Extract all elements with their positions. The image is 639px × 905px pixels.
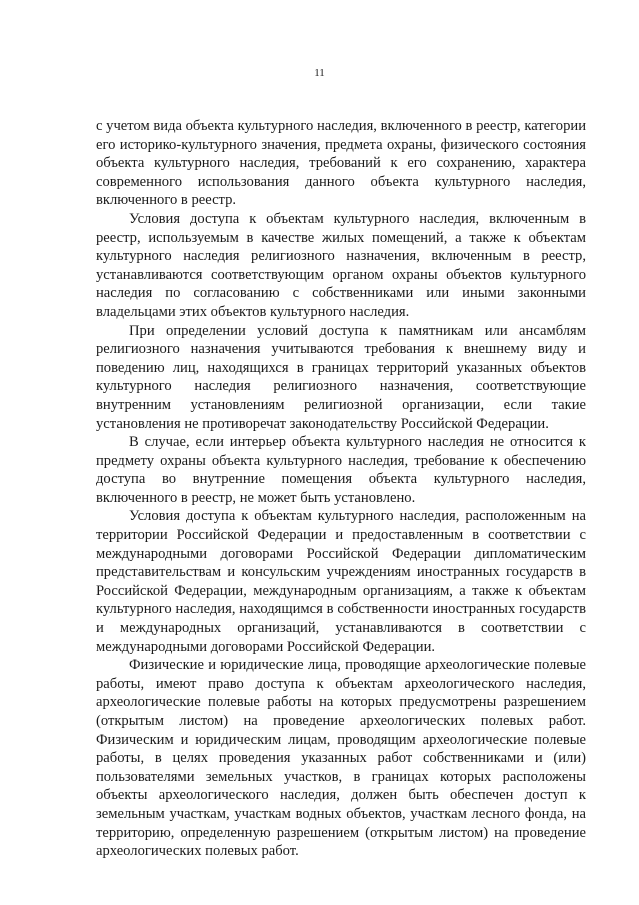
paragraph-diplomatic-objects: Условия доступа к объектам культурного наследия, расположенным на территории Российской Федерации и предоставленным в соответствии с международными договорами Российской Федерации дипломатическим представительствам и консульским учреждениям иностранных государств в Российской Федерации, международным организациям, а также к объектам культурного наследия, находящимся в собственности иностранных государств и международных организаций, устанавливаются в соответствии с международными договорами Российской Федерации. [96,508,586,655]
document-body [96,117,586,861]
paragraph-archaeological-works: Физические и юридические лица, проводящие археологические полевые работы, имеют право доступа к объектам археологического наследия, археологические полевые работы на которых предусмотрены разрешением (открытым листом) на проведение археологических полевых работ. Физическим и юридическим лицам, проводящим археологические полевые работы, в целях проведения указанных работ собственниками и (или) пользователями земельных участков, в границах которых расположены объекты археологического наследия, должен быть обеспечен доступ к земельным участкам, участкам водных объектов, участкам лесного фонда, на территорию, определенную разрешением (открытым листом) на проведение археологических полевых работ. [96,657,586,860]
paragraph-interior: В случае, если интерьер объекта культурного наследия не относится к предмету охраны объекта культурного наследия, требование к обеспечению доступа во внутренние помещения объекта культурного наследия, включенного в реестр, не может быть установлено. [96,434,586,506]
paragraph-residential-religious-access: Условия доступа к объектам культурного наследия, включенным в реестр, используемым в качестве жилых помещений, а также к объектам культурного наследия религиозного назначения, включенным в реестр, устанавливаются соответствующим органом охраны объектов культурного наследия по согласованию с собственниками или иными законными владельцами этих объектов культурного наследия. [96,210,586,320]
paragraph-continuation: с учетом вида объекта культурного наследия, включенного в реестр, категории его историко-культурного значения, предмета охраны, физического состояния объекта культурного наследия, требований к его сохранению, характера современного использования данного объекта культурного наследия, включенного в реестр. [96,118,586,209]
paragraph-religious-monuments: При определении условий доступа к памятникам или ансамблям религиозного назначения учитываются требования к внешнему виду и поведению лиц, находящихся в границах территорий указанных объектов культурного наследия религиозного назначения, соответствующие внутренним установлениям религиозной организации, если такие установления не противоречат законодательству Российской Федерации. [96,322,586,432]
page-number: 11 [314,67,325,79]
